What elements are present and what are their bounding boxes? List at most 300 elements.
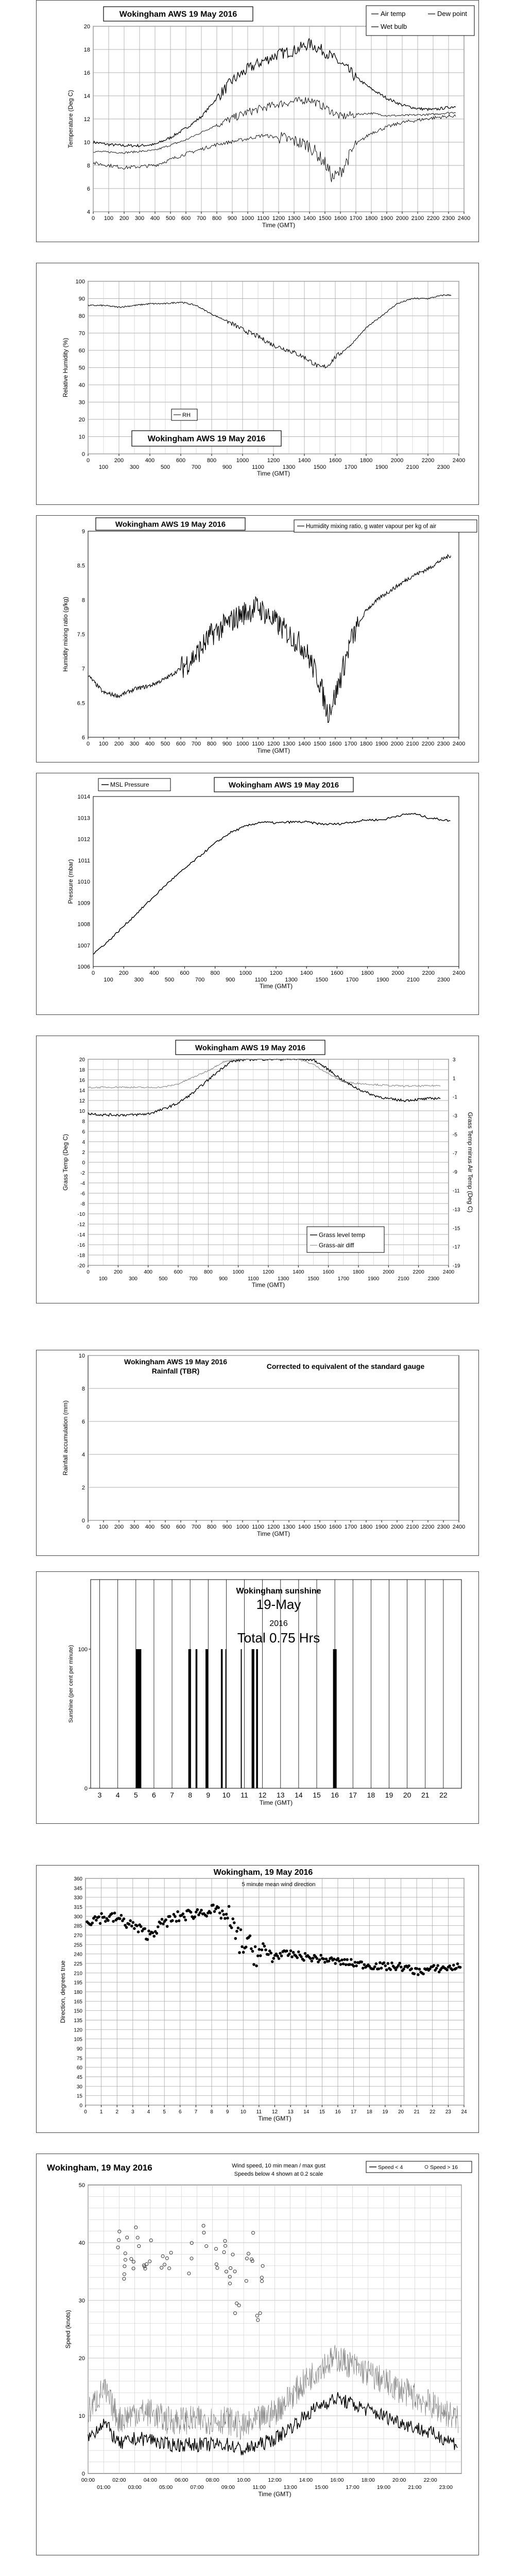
wind-speed-x-tick-label: 18:00 [361, 2477, 375, 2483]
wind-direction-point [250, 1947, 253, 1951]
rainfall-x-tick-label: 2000 [390, 1524, 404, 1530]
wind-speed-x-tick-label-lower: 07:00 [190, 2484, 204, 2490]
grass-y2-tick-label: -15 [453, 1226, 460, 1232]
grass-y2-tick-label: -19 [453, 1263, 460, 1269]
wind-direction-point [340, 1959, 344, 1962]
temperature-y-tick-label: 10 [83, 140, 90, 146]
grass-x-tick-label-minor: 1500 [307, 1276, 319, 1282]
pressure-y-tick-label: 1009 [77, 900, 90, 907]
wind-direction-point [209, 1911, 212, 1914]
wind-direction-point [312, 1957, 315, 1960]
temperature-chart-panel [36, 0, 479, 242]
wind_direction-x-tick-label: 11 [256, 2109, 262, 2115]
wind_direction-y-tick-label: 105 [74, 2037, 82, 2043]
humidity-x-tick-label-minor: 1500 [313, 464, 327, 470]
grass-x-axis-label: Time (GMT) [251, 1281, 285, 1289]
grass-chart-title: Wokingham AWS 19 May 2016 [195, 1043, 306, 1053]
sunshine-x-tick-label: 18 [367, 1791, 375, 1799]
wind-direction-point [238, 1951, 241, 1954]
humidity-x-tick-label: 1600 [329, 457, 342, 464]
sunshine-y-tick-label: 0 [84, 1786, 88, 1792]
sunshine-x-tick-label: 10 [222, 1791, 231, 1799]
wind_direction-x-tick-label: 18 [366, 2109, 372, 2115]
wind-direction-point [239, 1928, 243, 1931]
wind-direction-point [339, 1963, 342, 1966]
humidity-y-tick-label: 50 [78, 365, 85, 371]
mixing-ratio-chart-panel [36, 515, 479, 762]
temperature-x-tick-label: 300 [134, 215, 145, 222]
wind-direction-point [288, 1953, 291, 1956]
sunshine-burst-bar [136, 1649, 142, 1788]
wind_direction-y-tick-label: 270 [74, 1933, 82, 1939]
wind_direction-y-tick-label: 90 [76, 2046, 82, 2052]
temperature-x-tick-label: 1200 [272, 215, 285, 222]
rainfall-x-tick-label: 100 [98, 1524, 109, 1530]
wind-speed-x-tick-label: 00:00 [81, 2477, 95, 2483]
wind_direction-y-tick-label: 240 [74, 1952, 82, 1958]
temperature-x-tick-label: 800 [212, 215, 222, 222]
wind-direction-point [234, 1937, 237, 1940]
wind-direction-point [302, 1959, 305, 1962]
sunshine-burst-bar [226, 1649, 227, 1788]
humidity-legend-label: RH [182, 412, 191, 418]
wind-direction-point [322, 1957, 325, 1960]
humidity-x-tick-label: 2200 [421, 457, 435, 464]
wind-direction-point [456, 1962, 459, 1965]
grass-x-tick-label: 200 [113, 1269, 123, 1275]
wind-direction-point [334, 1962, 337, 1965]
grass-y-tick-label: -4 [80, 1181, 85, 1187]
wind-direction-point [390, 1961, 393, 1964]
wind_direction-y-tick-label: 330 [74, 1895, 82, 1901]
wind-speed-legend-label: Speed < 4 [378, 2164, 403, 2171]
temperature-y-tick-label: 16 [83, 70, 90, 76]
wind-direction-point [252, 1963, 255, 1966]
temperature-legend-label: Air temp [381, 10, 406, 18]
wind-direction-point [190, 1911, 193, 1914]
grass-y2-tick-label: -7 [453, 1150, 457, 1157]
grass-y2-tick-label: -3 [453, 1113, 457, 1120]
wind_direction-x-tick-label: 1 [99, 2109, 103, 2115]
grass-y2-tick-label: 1 [453, 1076, 456, 1082]
sunshine-chart-title: Wokingham sunshine [236, 1587, 321, 1596]
wind-direction-point [416, 1967, 419, 1970]
wind-direction-point [271, 1960, 274, 1963]
wind-speed-y-tick-label: 20 [78, 2355, 85, 2362]
rainfall-y-tick-label: 2 [81, 1485, 85, 1491]
sunshine-x-tick-label: 12 [258, 1791, 267, 1799]
wind-direction-point [140, 1925, 143, 1928]
pressure-chart [37, 773, 479, 1015]
wind_direction-y-tick-label: 120 [74, 2027, 82, 2033]
humidity-x-tick-label: 2000 [390, 457, 404, 464]
wind-direction-point [309, 1957, 312, 1960]
mixing_ratio-x-tick-label: 2100 [406, 741, 419, 747]
grass-y2-tick-label: -5 [453, 1132, 457, 1138]
wind-direction-point [363, 1963, 366, 1967]
humidity-chart-title: Wokingham AWS 19 May 2016 [147, 434, 266, 444]
grass-x-tick-label: 2400 [442, 1269, 455, 1275]
pressure-plot-area [93, 796, 459, 967]
rainfall-chart-subtitle: Rainfall (TBR) [151, 1367, 200, 1375]
wind-direction-point [349, 1963, 352, 1966]
rainfall-x-tick-label: 200 [114, 1524, 124, 1530]
pressure-x-tick-label: 2400 [452, 970, 466, 976]
wind-direction-point [373, 1965, 376, 1969]
temperature-y-tick-label: 18 [83, 47, 90, 53]
sunshine-chart-subtitle: 19-May [256, 1597, 301, 1612]
wind-direction-point [100, 1912, 103, 1915]
wind-direction-point [156, 1932, 159, 1935]
pressure-y-tick-label: 1010 [77, 879, 90, 885]
wind-direction-point [375, 1962, 378, 1965]
wind-direction-point [337, 1957, 340, 1960]
wind_direction-x-tick-label: 13 [287, 2109, 294, 2115]
grass-x-tick-label: 800 [203, 1269, 213, 1275]
mixing-ratio-chart [37, 516, 479, 763]
wind-direction-point [422, 1973, 425, 1976]
grass-x-tick-label-minor: 1900 [368, 1276, 380, 1282]
wind_direction-x-tick-label: 10 [240, 2109, 246, 2115]
sunshine-x-tick-label: 3 [97, 1791, 102, 1799]
sunshine-x-tick-label: 4 [115, 1791, 120, 1799]
mixing_ratio-x-axis-label: Time (GMT) [256, 747, 290, 754]
wind_direction-x-tick-label: 12 [271, 2109, 278, 2115]
wind-speed-x-tick-label-lower: 17:00 [346, 2484, 359, 2490]
wind-direction-point [213, 1910, 216, 1913]
wind-direction-point [323, 1961, 327, 1964]
grass-y-tick-label: 18 [79, 1067, 85, 1073]
pressure-x-tick-label: 1600 [331, 970, 344, 976]
wind-direction-chart-title: Wokingham, 19 May 2016 [213, 1868, 313, 1877]
wind-direction-point [224, 1917, 227, 1920]
sunshine-x-tick-label: 6 [152, 1791, 156, 1799]
wind-speed-x-tick-label-lower: 15:00 [314, 2484, 329, 2490]
wind-speed-x-tick-label-lower: 23:00 [439, 2484, 453, 2490]
grass-x-tick-label-minor: 900 [219, 1276, 228, 1282]
wind-direction-point [354, 1961, 357, 1964]
grass-y-tick-label: -14 [77, 1232, 85, 1238]
temperature-x-tick-label: 1600 [334, 215, 347, 222]
wind-direction-point [231, 1918, 234, 1921]
sunshine-y-tick-label: 100 [78, 1647, 88, 1653]
rainfall-plot-area [88, 1355, 459, 1520]
wind-speed-x-tick-label: 04:00 [143, 2477, 157, 2483]
wind-direction-point [345, 1963, 348, 1967]
wind-direction-point [318, 1958, 321, 1961]
grass-y-tick-label: 10 [79, 1109, 85, 1114]
pressure-x-tick-label: 600 [180, 970, 190, 976]
temperature-y-tick-label: 12 [83, 116, 90, 123]
pressure-x-tick-label-minor: 1900 [376, 977, 389, 983]
wind-direction-point [123, 1918, 126, 1921]
humidity-x-tick-label-minor: 300 [129, 464, 140, 470]
wind-direction-point [133, 1927, 136, 1930]
mixing_ratio-x-tick-label: 1100 [252, 741, 264, 747]
wind-direction-point [455, 1967, 458, 1970]
wind-direction-point [278, 1957, 281, 1960]
wind-speed-x-tick-label: 06:00 [175, 2477, 188, 2483]
sunshine-chart-panel [36, 1571, 479, 1824]
humidity-x-tick-label: 600 [176, 457, 186, 464]
wind-speed-y-tick-label: 40 [78, 2240, 85, 2246]
grass-y-tick-label: 0 [82, 1160, 85, 1166]
humidity-chart [37, 263, 479, 505]
grass-x-tick-label-minor: 500 [159, 1276, 168, 1282]
humidity-x-tick-label-minor: 500 [160, 464, 170, 470]
sunshine-burst-bar [333, 1649, 337, 1788]
wind_direction-y-tick-label: 180 [74, 1990, 82, 1995]
humidity-x-tick-label-minor: 2100 [406, 464, 419, 470]
humidity-x-tick-label: 1000 [236, 457, 249, 464]
wind_direction-y-tick-label: 45 [76, 2075, 82, 2080]
grass-x-tick-label: 2200 [413, 1269, 424, 1275]
wind-direction-point [261, 1948, 264, 1952]
mixing_ratio-x-tick-label: 1200 [267, 741, 280, 747]
temperature-legend-label: Wet bulb [381, 23, 407, 30]
rainfall-y-tick-label: 4 [81, 1452, 85, 1458]
mixing_ratio-y-axis-label: Humidity mixing ratio (g/kg) [62, 597, 69, 672]
rainfall-chart [37, 1350, 479, 1556]
rainfall-chart-panel [36, 1350, 479, 1556]
sunshine-x-tick-label: 21 [421, 1791, 430, 1799]
grass-y2-tick-label: -1 [453, 1094, 457, 1100]
grass-y-tick-label: -8 [80, 1201, 85, 1207]
temperature-x-tick-label: 2100 [411, 215, 424, 222]
wind-direction-point [398, 1962, 401, 1965]
temperature-x-tick-label: 1400 [303, 215, 316, 222]
wind_direction-x-tick-label: 19 [382, 2109, 388, 2115]
grass-y2-axis-label: Grass Temp minus Air Temp (Deg C) [467, 1112, 474, 1213]
rainfall-chart-title: Wokingham AWS 19 May 2016 [124, 1358, 227, 1366]
humidity-x-tick-label-minor: 1700 [344, 464, 357, 470]
sunshine-x-axis-label: Time (GMT) [259, 1799, 293, 1806]
pressure-x-axis-label: Time (GMT) [259, 982, 293, 990]
sunshine-x-tick-label: 14 [295, 1791, 303, 1799]
mixing_ratio-x-tick-label: 1400 [298, 741, 311, 747]
sunshine-x-tick-label: 5 [133, 1791, 138, 1799]
rainfall-chart-note: Corrected to equivalent of the standard gauge [266, 1362, 425, 1370]
grass-y-tick-label: -20 [77, 1263, 85, 1269]
mixing_ratio-x-tick-label: 1500 [313, 741, 327, 747]
humidity-x-tick-label: 400 [145, 457, 155, 464]
pressure-y-tick-label: 1008 [77, 921, 90, 928]
humidity-x-tick-label-minor: 1300 [282, 464, 296, 470]
sunshine-x-tick-label: 8 [188, 1791, 193, 1799]
wind_direction-y-tick-label: 300 [74, 1914, 82, 1920]
rainfall-x-tick-label: 2100 [406, 1524, 419, 1530]
wind-direction-point [264, 1948, 267, 1952]
temperature-x-tick-label: 1900 [380, 215, 393, 222]
temperature-x-tick-label: 2000 [396, 215, 409, 222]
mixing_ratio-x-tick-label: 1900 [375, 741, 388, 747]
mixing_ratio-x-tick-label: 2200 [421, 741, 435, 747]
wind-speed-x-tick-label: 20:00 [392, 2477, 406, 2483]
wind-direction-point [319, 1954, 322, 1957]
humidity-y-tick-label: 60 [78, 348, 85, 354]
wind_direction-x-tick-label: 6 [178, 2109, 182, 2115]
grass-x-tick-label-minor: 100 [98, 1276, 108, 1282]
wind-direction-point [174, 1915, 177, 1918]
wind-direction-point [290, 1955, 294, 1958]
wind-direction-point [254, 1945, 257, 1948]
rainfall-x-tick-label: 1900 [375, 1524, 388, 1530]
temperature-x-tick-label: 600 [181, 215, 191, 222]
humidity-x-tick-label: 0 [86, 457, 90, 464]
mixing_ratio-x-tick-label: 300 [129, 741, 140, 747]
humidity-x-tick-label: 1800 [359, 457, 373, 464]
pressure-chart-panel [36, 773, 479, 1015]
rainfall-y-tick-label: 6 [81, 1419, 85, 1425]
wind-direction-point [164, 1919, 167, 1922]
wind-direction-point [384, 1964, 387, 1968]
grass-y-tick-label: -18 [77, 1253, 85, 1259]
grass-y-tick-label: 12 [79, 1098, 85, 1104]
wind-direction-point [433, 1964, 436, 1967]
wind-speed-x-tick-label-lower: 03:00 [128, 2484, 142, 2490]
temperature-y-tick-label: 14 [83, 93, 90, 99]
grass-y-tick-label: -12 [77, 1222, 85, 1228]
wind-speed-x-tick-label-lower: 01:00 [97, 2484, 111, 2490]
pressure-x-tick-label-minor: 2100 [407, 977, 420, 983]
temperature-x-tick-label: 2300 [442, 215, 455, 222]
wind-speed-x-tick-label: 22:00 [423, 2477, 437, 2483]
mixing_ratio-chart-title: Wokingham AWS 19 May 2016 [115, 520, 226, 529]
rainfall-x-tick-label: 1400 [298, 1524, 311, 1530]
grass-y-tick-label: -2 [80, 1171, 85, 1176]
wind-direction-point [91, 1922, 94, 1925]
wind-direction-point [258, 1948, 261, 1951]
mixing_ratio-y-tick-label: 6 [81, 735, 85, 741]
pressure-x-tick-label-minor: 700 [195, 977, 205, 983]
wind-direction-point [445, 1969, 449, 1972]
grass-y-tick-label: 20 [79, 1057, 85, 1063]
wind-speed-x-axis-label: Time (GMT) [258, 2490, 291, 2498]
mixing_ratio-x-tick-label: 500 [160, 741, 170, 747]
wind-direction-point [228, 1905, 231, 1908]
wind_direction-x-tick-label: 17 [351, 2109, 357, 2115]
wind-direction-point [267, 1953, 270, 1956]
wind_direction-y-tick-label: 15 [76, 2093, 82, 2099]
pressure-x-tick-label: 2200 [422, 970, 435, 976]
wind-direction-point [387, 1962, 390, 1965]
wind-direction-point [95, 1919, 98, 1922]
wind-speed-x-tick-label: 10:00 [236, 2477, 251, 2483]
temperature-x-tick-label: 1500 [318, 215, 332, 222]
wind-direction-point [333, 1958, 336, 1961]
wind-direction-point [262, 1942, 265, 1945]
mixing_ratio-y-tick-label: 8.5 [77, 563, 85, 569]
sunshine-burst-bar [252, 1649, 254, 1788]
temperature-x-tick-label: 100 [104, 215, 114, 222]
humidity-x-tick-label: 800 [207, 457, 217, 464]
sunshine-chart [37, 1572, 479, 1824]
pressure-legend-label: MSL Pressure [110, 781, 149, 788]
wind-speed-x-tick-label-lower: 19:00 [376, 2484, 391, 2490]
wind-speed-x-tick-label-lower: 21:00 [408, 2484, 422, 2490]
wind-direction-point [200, 1909, 203, 1912]
grass-x-tick-label-minor: 1300 [278, 1276, 289, 1282]
temperature-y-tick-label: 20 [83, 24, 90, 30]
wind-speed-x-tick-label-lower: 05:00 [159, 2484, 173, 2490]
grass-legend-label: Grass-air diff [319, 1242, 354, 1249]
wind-direction-point [129, 1919, 132, 1922]
wind-speed-x-tick-label-lower: 13:00 [283, 2484, 297, 2490]
wind-speed-x-tick-label-lower: 09:00 [221, 2484, 235, 2490]
rainfall-x-tick-label: 2300 [437, 1524, 450, 1530]
wind-direction-point [352, 1965, 355, 1968]
pressure-x-tick-label: 1000 [239, 970, 252, 976]
pressure-x-tick-label: 400 [149, 970, 159, 976]
rainfall-x-tick-label: 700 [191, 1524, 201, 1530]
rainfall-x-tick-label: 2200 [421, 1524, 435, 1530]
wind_direction-y-tick-label: 285 [74, 1923, 82, 1929]
grass-x-tick-label: 1600 [322, 1269, 334, 1275]
wind-direction-point [311, 1960, 314, 1963]
grass-x-tick-label: 1200 [262, 1269, 274, 1275]
wind-direction-point [104, 1920, 107, 1923]
grass-x-tick-label: 400 [144, 1269, 153, 1275]
wind_direction-y-tick-label: 255 [74, 1942, 82, 1948]
mixing_ratio-x-tick-label: 1700 [344, 741, 357, 747]
wind_direction-x-axis-label: Time (GMT) [258, 2115, 291, 2122]
wind-direction-point [379, 1961, 382, 1964]
wind-direction-point [130, 1925, 133, 1928]
grass-y-tick-label: 4 [82, 1140, 85, 1145]
wind-direction-point [135, 1924, 139, 1927]
wind-speed-y-tick-label: 30 [78, 2298, 85, 2304]
pressure-x-tick-label: 1200 [269, 970, 283, 976]
grass-x-tick-label: 1400 [293, 1269, 304, 1275]
pressure-x-tick-label-minor: 500 [164, 977, 175, 983]
sunshine-y-axis-label: Sunshine (per cent per minute) [68, 1645, 74, 1723]
wind_direction-y-tick-label: 150 [74, 2008, 82, 2014]
wind-direction-point [176, 1910, 179, 1913]
mixing_ratio-x-tick-label: 900 [222, 741, 232, 747]
sunshine-burst-bar [256, 1649, 258, 1788]
wind-speed-legend-label: Speed > 16 [430, 2164, 458, 2171]
wind_direction-y-tick-label: 135 [74, 2018, 82, 2024]
temperature-x-tick-label: 0 [91, 215, 95, 222]
wind-speed-x-tick-label: 14:00 [299, 2477, 313, 2483]
wind-direction-point [451, 1969, 454, 1972]
mixing_ratio-x-tick-label: 800 [207, 741, 217, 747]
wind_direction-y-tick-label: 315 [74, 1905, 82, 1910]
pressure-x-tick-label-minor: 1300 [285, 977, 298, 983]
temperature-x-tick-label: 1100 [257, 215, 269, 222]
humidity-y-tick-label: 0 [81, 451, 85, 457]
wind-direction-point [346, 1958, 349, 1961]
wind-direction-point [241, 1945, 244, 1948]
wind-speed-chart-panel [36, 2154, 479, 2555]
pressure-y-tick-label: 1007 [77, 942, 90, 949]
wind-direction-point [147, 1929, 150, 1933]
wind-speed-x-tick-label: 02:00 [112, 2477, 126, 2483]
wind-direction-point [269, 1952, 272, 1955]
wind-direction-point [383, 1961, 386, 1964]
pressure-x-tick-label: 1400 [300, 970, 313, 976]
mixing_ratio-y-tick-label: 6.5 [77, 700, 85, 707]
wind-direction-point [111, 1912, 114, 1915]
wind-direction-point [175, 1920, 178, 1923]
mixing_ratio-x-tick-label: 1300 [282, 741, 296, 747]
grass-x-tick-label-minor: 2100 [398, 1276, 409, 1282]
wind-direction-point [452, 1964, 455, 1967]
wind-direction-point [217, 1906, 220, 1909]
wind_direction-y-tick-label: 225 [74, 1961, 82, 1967]
wind-speed-x-tick-label: 12:00 [268, 2477, 282, 2483]
mixing_ratio-x-tick-label: 1600 [329, 741, 342, 747]
